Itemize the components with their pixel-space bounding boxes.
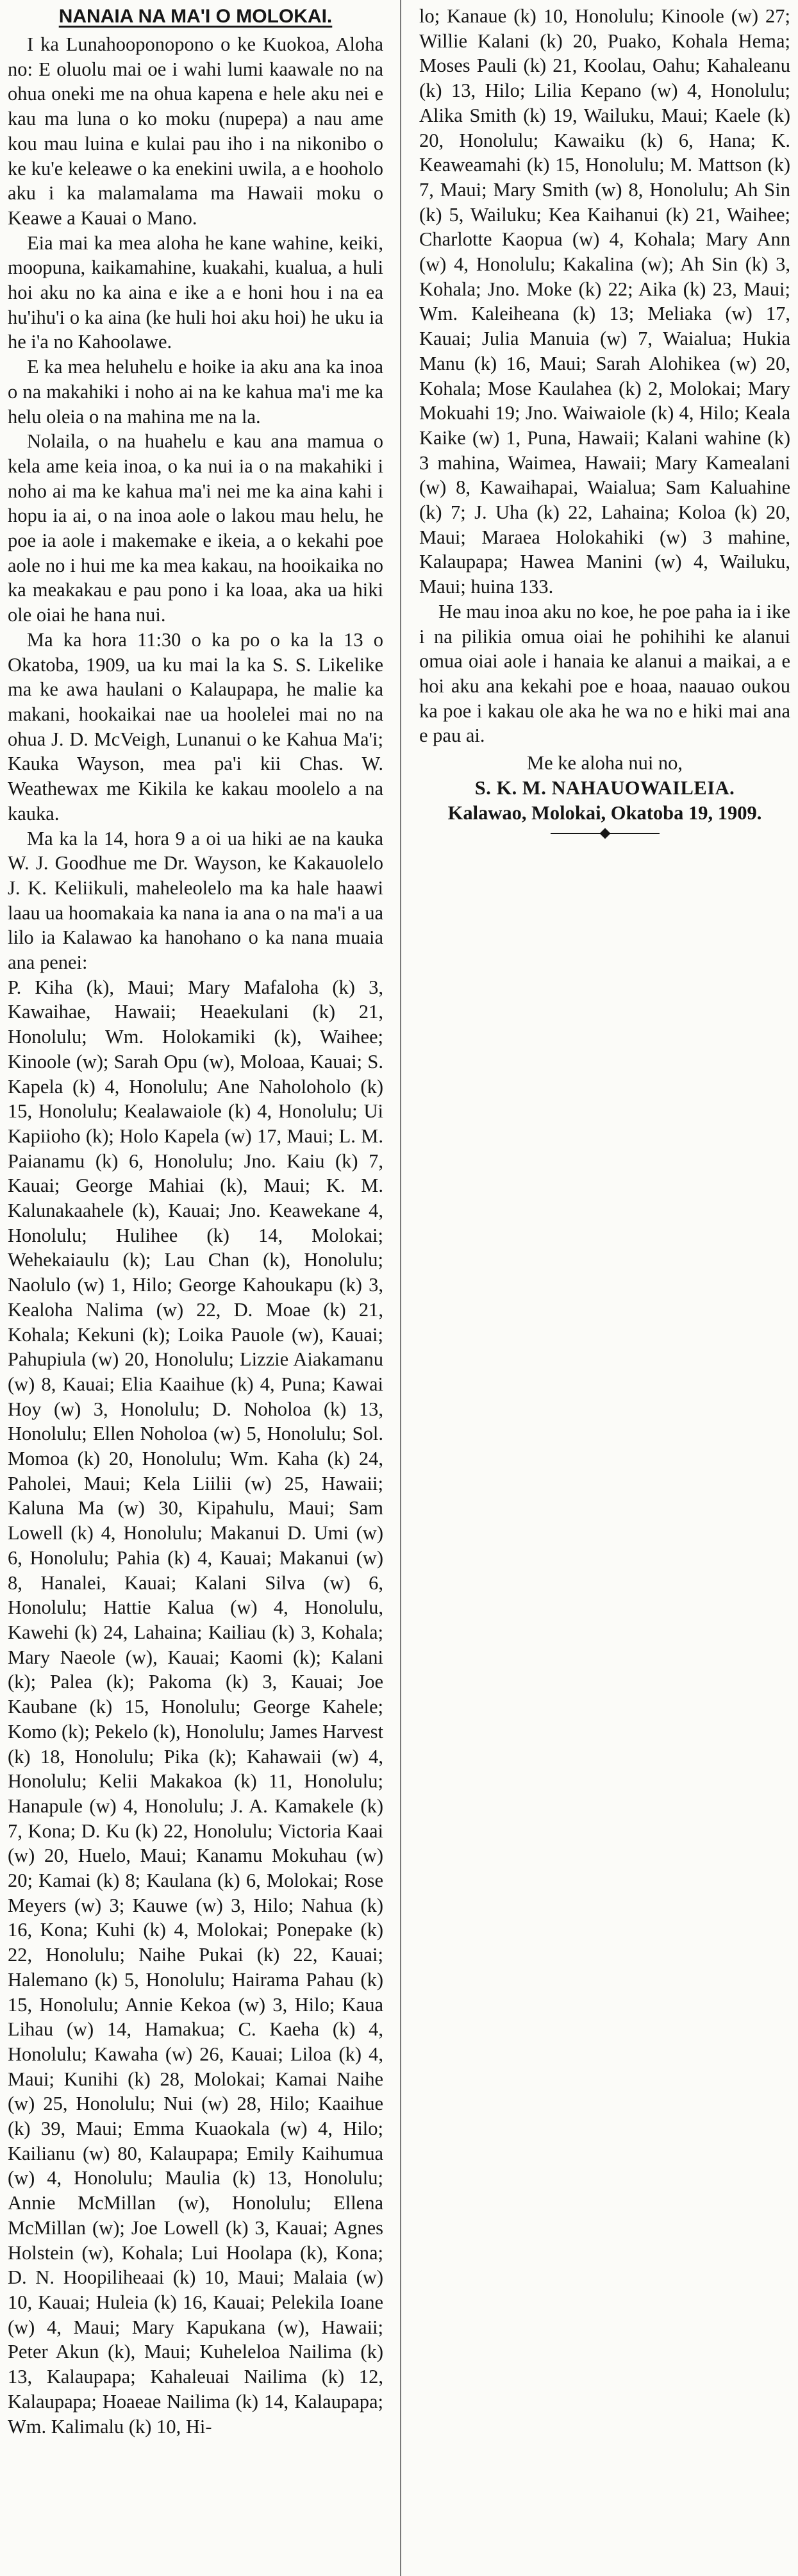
patient-roll-left: P. Kiha (k), Maui; Mary Mafaloha (k) 3, Kawaihae, Hawaii; Heaekulani (k) 21, Honolulu; Wm. Holokamiki (k), Waihee; Kinoole (w); Sarah Opu (w), Moloaa, Kauai; S. Kapela (k) 4, Honolulu; Ane Naholoholo (k) 15, Honolulu; Kealawaiole (k) 4, Honolulu; Ui Kapiioho (k); Holo Kapela (w) 17, Maui; L. M. Paianamu (k) 6, Honolulu; Jno. Kaiu (k) 7, Kauai; George Mahiai (k), Maui; K. M. Kalunakaahele (k), Kauai; Jno. Keawekane 4, Honolulu; Hulihee (k) 14, Molokai; Wehekaiaulu (k); Lau Chan (k), Honolulu; Naolulo (w) 1, Hilo; George Kahoukapu (k) 3, Kealoha Nalima (w) 22, D. Moae (k) 21, Kohala; Kekuni (k); Loika Pauole (w), Kauai; Pahupiula (w) 20, Honolulu; Lizzie Aiakamanu (w) 8, Kauai; Elia Kaaihue (k) 4, Puna; Kawai Hoy (w) 3, Honolulu; D. Noholoa (k) 13, Honolulu; Ellen Noholoa (w) 5, Honolulu; Sol. Momoa (k) 20, Honolulu; Wm. Kaha (k) 24, Paholei, Maui; Kela Liilii (w) 25, Hawaii; Kaluna Ma (w) 30, Kipahulu, Maui; Sam Lowell (k) 4, Honolulu; Makanui D. Umi (w) 6, Honolulu; Pahia (k) 4, Kauai; Makanui (w) 8, Hanalei, Kauai; Kalani Silva (w) 6, Honolulu; Hattie Kalua (w) 4, Honolulu, Kawehi (k) 24, Lahaina; Kailiau (k) 3, Kohala; Mary Naeole (w), Kauai; Kaomi (k); Kalani (k); Palea (k); Pakoma (k) 3, Kauai; Joe Kaubane (k) 15, Honolulu; George Kahele; Komo (k); Pekelo (k), Honolulu; James Harvest (k) 18, Honolulu; Pika (k); Kahawaii (w) 4, Honolulu; Kelii Makakoa (k) 11, Honolulu; Hanapule (w) 4, Honolulu; J. A. Kamakele (k) 7, Kona; D. Ku (k) 22, Honolulu; Victoria Kaai (w) 20, Huelo, Maui; Kanamu Mokuhau (w) 20; Kamai (k) 8; Kaulana (k) 6, Molokai; Rose Meyers (w) 3; Kauwe (w) 3, Hilo; Nahua (k) 16, Kona; Kuhi (k) 4, Molokai; Ponepake (k) 22, Honolulu; Naihe Pukai (k) 22, Kauai; Halemano (k) 5, Honolulu; Hairama Pahau (k) 15, Honolulu; Annie Kekoa (w) 3, Hilo; Kaua Lihau (w) 14, Hamakua; C. Kaeha (k) 4, Honolulu; Kawaha (w) 26, Kauai; Liloa (k) 4, Maui; Kunihi (k) 28, Molokai; Kamai Naihe (w) 25, Honolulu; Nui (w) 28, Hilo; Kaaihue (k) 39, Maui; Emma Kuaokala (w) 4, Hilo; Kailianu (w) 80, Kalaupapa; Emily Kaihumua (w) 4, Honolulu; Maulia (k) 13, Honolulu; Annie McMillan (w), Honolulu; Ellena McMillan (w); Joe Lowell (k) 3, Kauai; Agnes Holstein (w), Kohala; Lui Hoolapa (k), Kona; D. N. Hoopiliheaai (k) 10, Maui; Malaia (w) 10, Kauai; Huleia (k) 16, Kauai; Pelekila Ioane (w) 4, Maui; Mary Kapukana (w), Hawaii; Peter Akun (k), Maui; Kuheleloa Nailima (k) 13, Kalaupapa; Kahaleuai Nailima (k) 12, Kalaupapa; Hoaeae Nailima (k) 14, Kalaupapa; Wm. Kalimalu (k) 10, Hi- (8, 976, 383, 2438)
right-column (405, 0, 798, 2576)
left-column (0, 0, 396, 2576)
signature-salutation: Me ke aloha nui no, (526, 752, 683, 774)
column-divider (400, 0, 401, 2576)
signature-name: S. K. M. NAHAUOWAILEIA. (474, 776, 735, 799)
article-paragraph: Nolaila, o na huahelu e kau ana mamua o kela ame keia inoa, o ka nui ia o na makahiki i noho ai ma ke kahua ma'i nei me ka aina kahi i hopu ia ai, o na inoa aole o lakou mau helu, he poe ia aole i makemake e ikeia, a o kekahi poe aole no i hui me ka mea kakau, na hooikaika no ka meakakau e pau pono i ka loaa, aka ua hiki ole oiai he hana nui. (8, 430, 383, 626)
closing-paragraph: He mau inoa aku no koe, he poe paha ia i ike i na pilikia omua oiai he pohihihi ke alanui omua oiai aole i hanaia ke alanui a maikai, a e hoi aku ana kekahi poe e hoaa, naauao oukou ka poe i kakau ole aka he wa no e hiki mai ana e pau ai. (419, 600, 790, 747)
article-headline: NANAIA NA MA'I O MOLOKAI. (58, 6, 333, 27)
article-paragraph: Eia mai ka mea aloha he kane wahine, keiki, moopuna, kaikamahine, kuakahi, kualua, a huli hoi aku no ka aina e ike a e honi hou i na ea hu'ihu'i o ka aina (ke huli hoi aku hoi) he uku ia he i'a no Kahoolawe. (8, 231, 383, 353)
end-of-article-ornament (551, 829, 660, 838)
article-paragraph: I ka Lunahooponopono o ke Kuokoa, Aloha no: E oluolu mai oe i wahi lumi kaawale no na ohua oneki me na ohua kapena e hele aku nei e kau ma luna o ko moku (nupepa) a nau ame kou mau luina e kulai pau iho i na nikonibo o ke ku'e keleawe o ka enekini uwila, a e hooholo aku i ka malamalama ma Hawaii moku o Keawe a Kauai o Mano. (8, 33, 383, 229)
article-paragraph: Ma ka la 14, hora 9 a oi ua hiki ae na kauka W. J. Goodhue me Dr. Wayson, ke Kakauolelo J. K. Keliikuli, maheleolelo ma ka hale haawi laau ua hoomakaia ka nana ia ana o na ma'i a ua lilo ia Kalawao ka hanohano o ka nana muaia ana penei: (8, 827, 383, 974)
signature-place-date: Kalawao, Molokai, Okatoba 19, 1909. (447, 801, 762, 824)
patient-roll-right: lo; Kanaue (k) 10, Honolulu; Kinoole (w) 27; Willie Kalani (k) 20, Puako, Kohala Hema; Moses Pauli (k) 21, Koolau, Oahu; Kahaleanu (k) 13, Hilo; Lilia Kepano (w) 4, Honolulu; Alika Smith (k) 19, Wailuku, Maui; Kaele (k) 20, Honolulu; Kawaiku (k) 6, Hana; K. Keaweamahi (k) 15, Honolulu; M. Mattson (k) 7, Maui; Mary Smith (w) 8, Honolulu; Ah Sin (k) 5, Wailuku; Kea Kaihanui (k) 21, Waihee; Charlotte Kaopua (w) 4, Kohala; Mary Ann (w) 4, Honolulu; Kakalina (w); Ah Sin (k) 3, Kohala; Jno. Moke (k) 22; Aika (k) 23, Maui; Wm. Kaleiheana (k) 13; Meliaka (w) 17, Kauai; Julia Manuia (w) 7, Waialua; Hukia Manu (k) 16, Maui; Sarah Alohikea (w) 20, Kohala; Mose Kaulahea (k) 2, Molokai; Mary Mokuahi 19; Jno. Waiwaiole (k) 4, Hilo; Keala Kaike (w) 1, Puna, Hawaii; Kalani wahine (k) 3 mahina, Waimea, Hawaii; Mary Kamealani (w) 8, Kawaihapai, Waialua; Sam Kaluahine (k) 7; J. Uha (k) 22, Lahaina; Koloa (k) 20, Maui; Maraea Holokahiki (w) 3 mahine, Kalaupapa; Hawea Manini (w) 4, Wailuku, Maui; huina 133. (419, 5, 790, 598)
article-paragraph: Ma ka hora 11:30 o ka po o ka la 13 o Okatoba, 1909, ua ku mai la ka S. S. Likelike ma ke awa haulani o Kalaupapa, he malie ka makani, hookaikai nae ua hoolelei mai no na ohua J. D. McVeigh, Lunanui o ke Kahua Ma'i; Kauka Wayson, mea pa'i kii Chas. W. Weathewax me Kikila ke kakau moolelo a na kauka. (8, 628, 383, 824)
article-paragraph: E ka mea heluhelu e hoike ia aku ana ka inoa o na makahiki i noho ai na ke kahua ma'i me ka helu oleia o na mahina me na la. (8, 356, 383, 428)
